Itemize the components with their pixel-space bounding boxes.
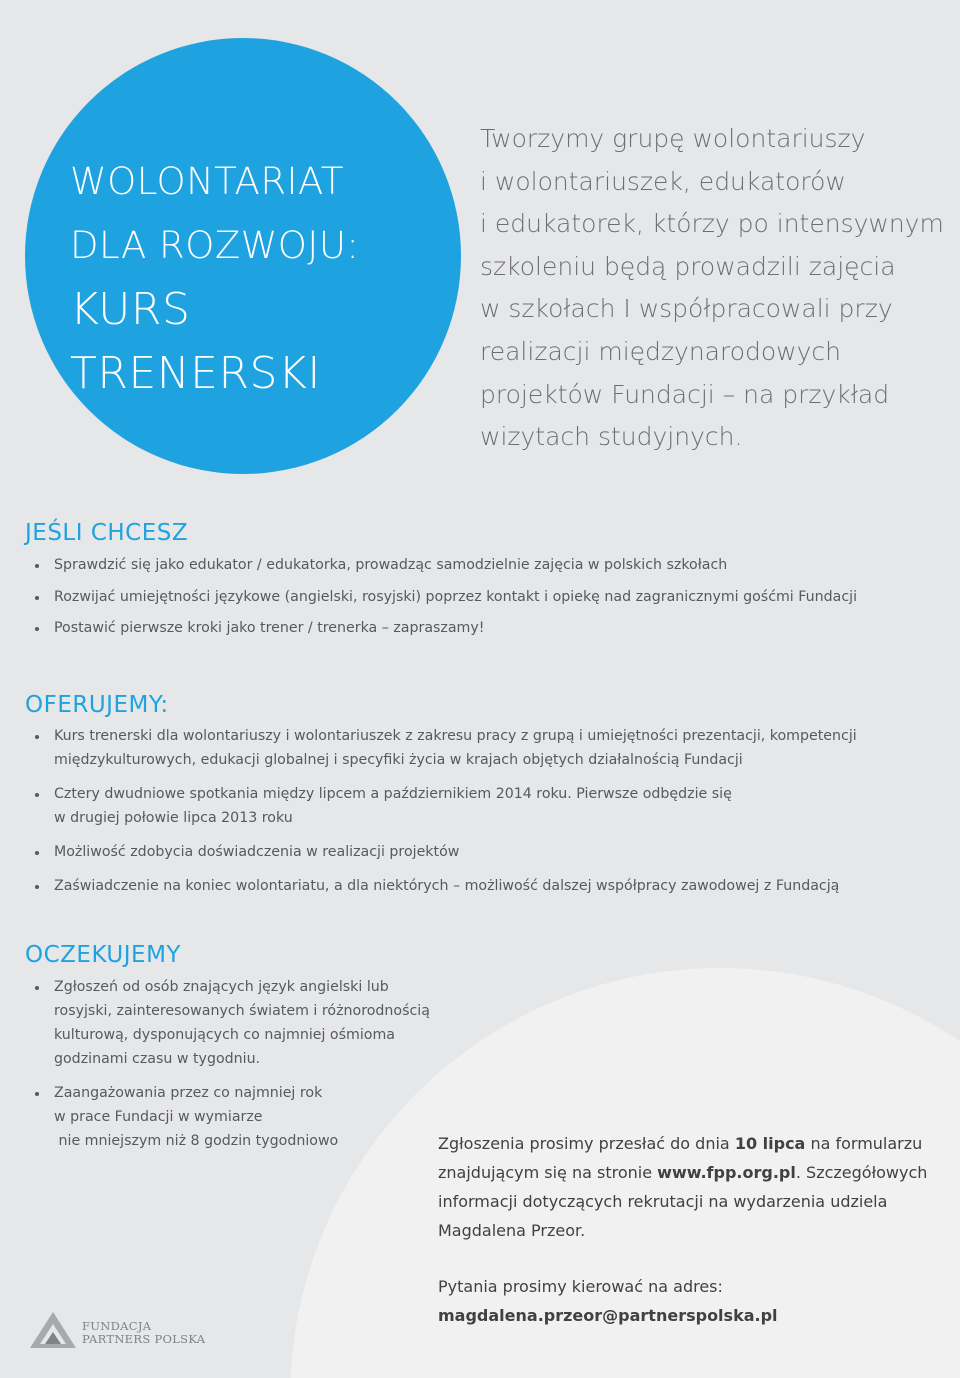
list-item bbox=[35, 840, 857, 864]
apply-deadline: 10 lipca bbox=[734, 1134, 806, 1153]
section-heading-oczekujemy: OCZEKUJEMY bbox=[25, 942, 181, 968]
oferujemy-list bbox=[35, 724, 857, 898]
chcesz-list bbox=[35, 553, 857, 640]
list-item-line: godzinami czasu w tygodniu. bbox=[54, 1051, 261, 1067]
list-item-line: Zaangażowania przez co najmniej rok bbox=[54, 1085, 323, 1101]
title-line-1: WOLONTARIAT bbox=[70, 160, 345, 203]
list-item: Sprawdzić się jako edukator / edukatorka, prowadząc samodzielnie zajęcia w polskich szkołach bbox=[35, 553, 857, 577]
title-line-2: DLA ROZWOJU: bbox=[70, 224, 360, 267]
list-item bbox=[35, 724, 857, 772]
intro-line: w szkołach I współpracowali przy bbox=[480, 294, 893, 324]
title-line-4: TRENERSKI bbox=[70, 348, 321, 399]
apply-text-3: . Szczegółowych informacji dotyczących rekrutacji na wydarzenia udziela Magdalena Przeor. bbox=[438, 1163, 928, 1240]
list-item-line: w prace Fundacji w wymiarze bbox=[54, 1109, 263, 1125]
list-item bbox=[35, 975, 430, 1071]
list-item bbox=[35, 1081, 430, 1153]
list-item-line: Zaświadczenie na koniec wolontariatu, a dla niektórych – możliwość dalszej współpracy zawodowej z Fundacją bbox=[54, 878, 840, 894]
list-item-line: Zgłoszeń od osób znających język angielski lub bbox=[54, 979, 389, 995]
list-item: Postawić pierwsze kroki jako trener / trenerka – zapraszamy! bbox=[35, 616, 857, 640]
list-item bbox=[35, 782, 857, 830]
list-item-line: międzykulturowych, edukacji globalnej i specyfiki życia w krajach objętych działalnością Fundacji bbox=[54, 752, 743, 768]
apply-text-1: Zgłoszenia prosimy przesłać do dnia bbox=[438, 1134, 735, 1153]
list-item-line: nie mniejszym niż 8 godzin tygodniowo bbox=[54, 1133, 339, 1149]
logo-line-2: PARTNERS POLSKA bbox=[82, 1332, 206, 1346]
list-item-line: w drugiej połowie lipca 2013 roku bbox=[54, 810, 293, 826]
page-title bbox=[70, 150, 359, 406]
intro-line: szkoleniu będą prowadzili zajęcia bbox=[480, 251, 896, 281]
list-item-line: kulturową, dysponujących co najmniej ośmioma bbox=[54, 1027, 395, 1043]
contact-label: Pytania prosimy kierować na adres: bbox=[438, 1277, 723, 1296]
foundation-logo-icon bbox=[28, 1310, 78, 1350]
foundation-logo-text bbox=[82, 1320, 205, 1346]
list-item-line: Możliwość zdobycia doświadczenia w realizacji projektów bbox=[54, 844, 460, 860]
apply-text-2: na formularzu znajdującym się na stronie bbox=[438, 1134, 923, 1182]
list-item-line: rosyjski, zainteresowanych światem i różnorodnością bbox=[54, 1003, 430, 1019]
intro-line: realizacji międzynarodowych bbox=[480, 336, 841, 366]
logo-line-1: FUNDACJA bbox=[82, 1319, 152, 1333]
list-item-line: Cztery dwudniowe spotkania między lipcem a październikiem 2014 roku. Pierwsze odbędzie się bbox=[54, 786, 732, 802]
intro-line: Tworzymy grupę wolontariuszy bbox=[480, 124, 866, 153]
list-item bbox=[35, 874, 857, 898]
application-info bbox=[438, 1129, 938, 1245]
intro-line: wizytach studyjnych. bbox=[480, 422, 743, 452]
website-link[interactable]: www.fpp.org.pl bbox=[657, 1163, 796, 1182]
contact-email-link[interactable]: magdalena.przeor@partnerspolska.pl bbox=[438, 1306, 778, 1325]
intro-line: i wolontariuszek, edukatorów bbox=[480, 166, 846, 196]
title-line-3: KURS bbox=[70, 284, 191, 335]
intro-line: projektów Fundacji – na przykład bbox=[480, 379, 890, 409]
intro-paragraph bbox=[480, 118, 950, 459]
intro-line: i edukatorek, którzy po intensywnym bbox=[480, 209, 944, 239]
list-item: Rozwijać umiejętności językowe (angielski, rosyjski) poprzez kontakt i opiekę nad zagranicznymi gośćmi Fundacji bbox=[35, 585, 857, 609]
contact-info bbox=[438, 1272, 938, 1330]
section-heading-chcesz: JEŚLI CHCESZ bbox=[25, 520, 189, 546]
section-heading-oferujemy: OFERUJEMY: bbox=[25, 692, 169, 718]
oczekujemy-list bbox=[35, 975, 430, 1153]
list-item-line: Kurs trenerski dla wolontariuszy i wolontariuszek z zakresu pracy z grupą i umiejętności prezentacji, kompetencji bbox=[54, 728, 857, 744]
